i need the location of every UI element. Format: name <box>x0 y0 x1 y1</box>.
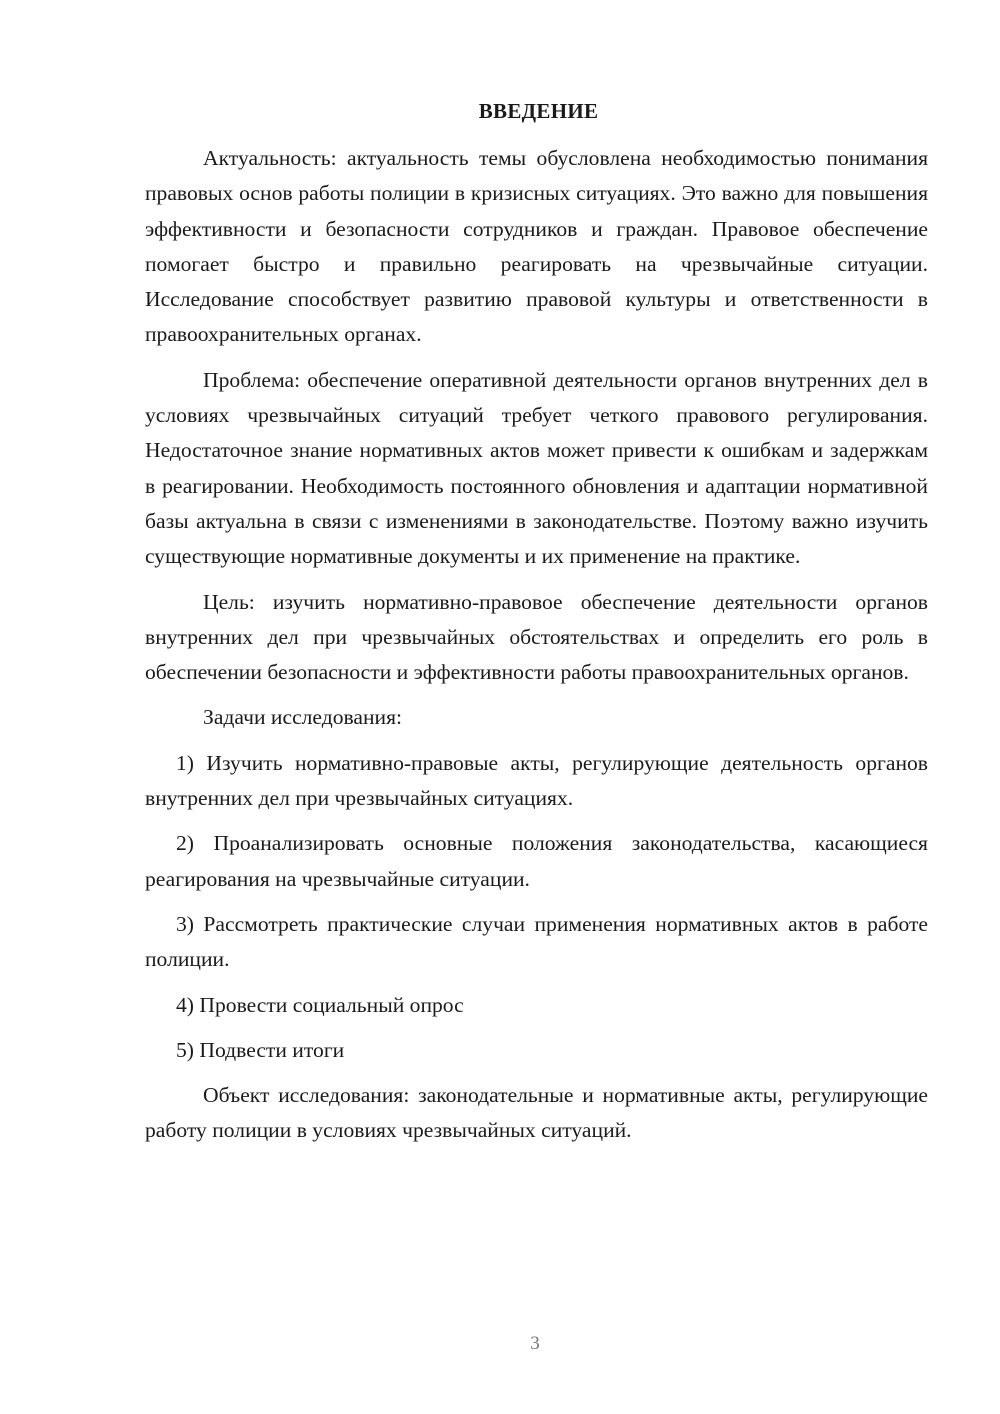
task-item-3: 3) Рассмотреть практические случаи применения нормативных актов в работе полиции. <box>145 911 928 972</box>
page-number: 3 <box>530 1333 540 1354</box>
relevance-paragraph: Актуальность: актуальность темы обусловлена необходимостью понимания правовых основ работы полиции в кризисных ситуациях. Это важно для повышения эффективности и безопасности сотрудников и граждан. Правовое обеспечение помогает быстро и правильно реагировать на чрезвычайные ситуации. Исследование способствует развитию правовой культуры и ответственности в правоохранительных органах. <box>145 146 928 347</box>
goal-paragraph: Цель: изучить нормативно-правовое обеспечение деятельности органов внутренних дел при чрезвычайных обстоятельствах и определить его роль в обеспечении безопасности и эффективности работы правоохранительных органов. <box>145 589 928 685</box>
task-item-2: 2) Проанализировать основные положения законодательства, касающиеся реагирования на чрезвычайные ситуации. <box>145 831 928 891</box>
task-item-5: 5) Подвести итоги <box>176 1037 345 1062</box>
task-item-4: 4) Провести социальный опрос <box>176 992 464 1017</box>
problem-paragraph: Проблема: обеспечение оперативной деятельности органов внутренних дел в условиях чрезвычайных ситуаций требует четкого правового регулирования. Недостаточное знание нормативных актов может привести к ошибкам и задержкам в реагировании. Необходимость постоянного обновления и адаптации нормативной базы актуальна в связи с изменениями в законодательстве. Поэтому важно изучить существующие нормативные документы и их применение на практике. <box>145 367 928 569</box>
object-paragraph: Объект исследования: законодательные и нормативные акты, регулирующие работу полиции в условиях чрезвычайных ситуаций. <box>145 1083 928 1143</box>
page-content <box>145 94 928 1149</box>
task-item-1: 1) Изучить нормативно-правовые акты, регулирующие деятельность органов внутренних дел при чрезвычайных ситуациях. <box>145 750 928 811</box>
tasks-heading: Задачи исследования: <box>203 705 403 730</box>
page-title: ВВЕДЕНИЕ <box>478 99 599 123</box>
